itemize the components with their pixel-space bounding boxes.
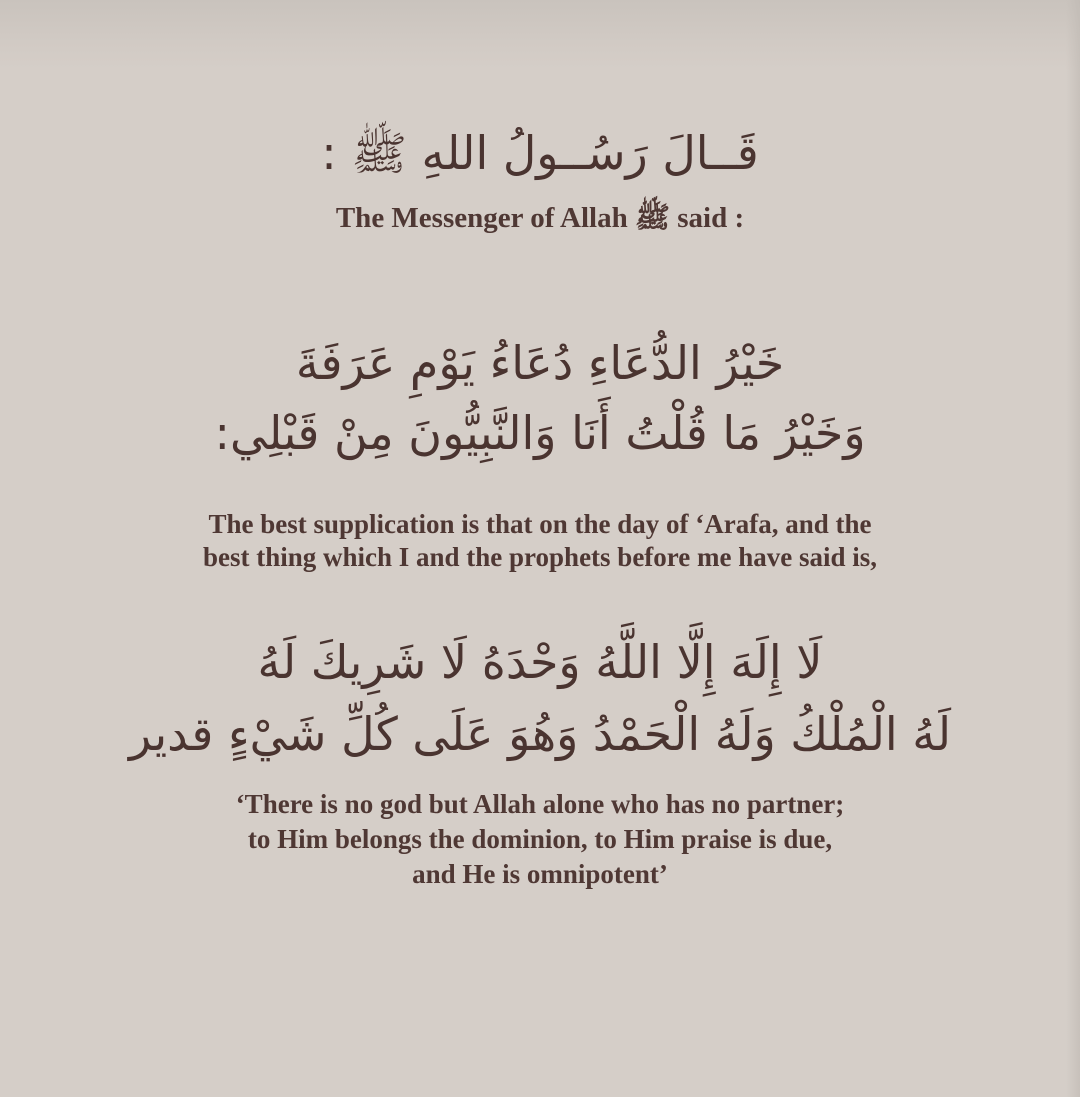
hadith-arabic-line: خَيْرُ الدُّعَاءِ دُعَاءُ يَوْمِ عَرَفَةَ [295,336,785,390]
hadith-arabic-line: وَخَيْرُ مَا قُلْتُ أَنَا وَالنَّبِيُّونَ مِنْ قَبْلِي: [214,406,866,460]
dua-arabic-line: لَهُ الْمُلْكُ وَلَهُ الْحَمْدُ وَهُوَ عَلَى كُلِّ شَيْءٍ قدير [129,707,951,761]
dua-arabic-line: لَا إِلَهَ إِلَّا اللَّهُ وَحْدَهُ لَا شَرِيكَ لَهُ [257,635,823,689]
header-arabic [0,118,1080,188]
dua-translation-line: and He is omnipotent’ [412,859,668,889]
hadith-translation-line: best thing which I and the prophets before me have said is, [202,542,878,572]
header-english [0,198,1080,238]
dua-arabic [0,626,1080,770]
hadith-arabic [0,328,1080,468]
dua-translation-line: ‘There is no god but Allah alone who has no partner; [235,789,845,819]
top-shadow [0,0,1080,70]
header-arabic-text: قَــالَ رَسُــولُ اللهِ ﷺ : [321,126,759,180]
dua-translation [0,787,1080,892]
dua-translation-line: to Him belongs the dominion, to Him praise is due, [247,824,833,854]
hadith-translation [0,508,1080,574]
header-english-text: The Messenger of Allah ﷺ said : [335,202,745,234]
hadith-translation-line: The best supplication is that on the day of ‘Arafa, and the [208,509,872,539]
